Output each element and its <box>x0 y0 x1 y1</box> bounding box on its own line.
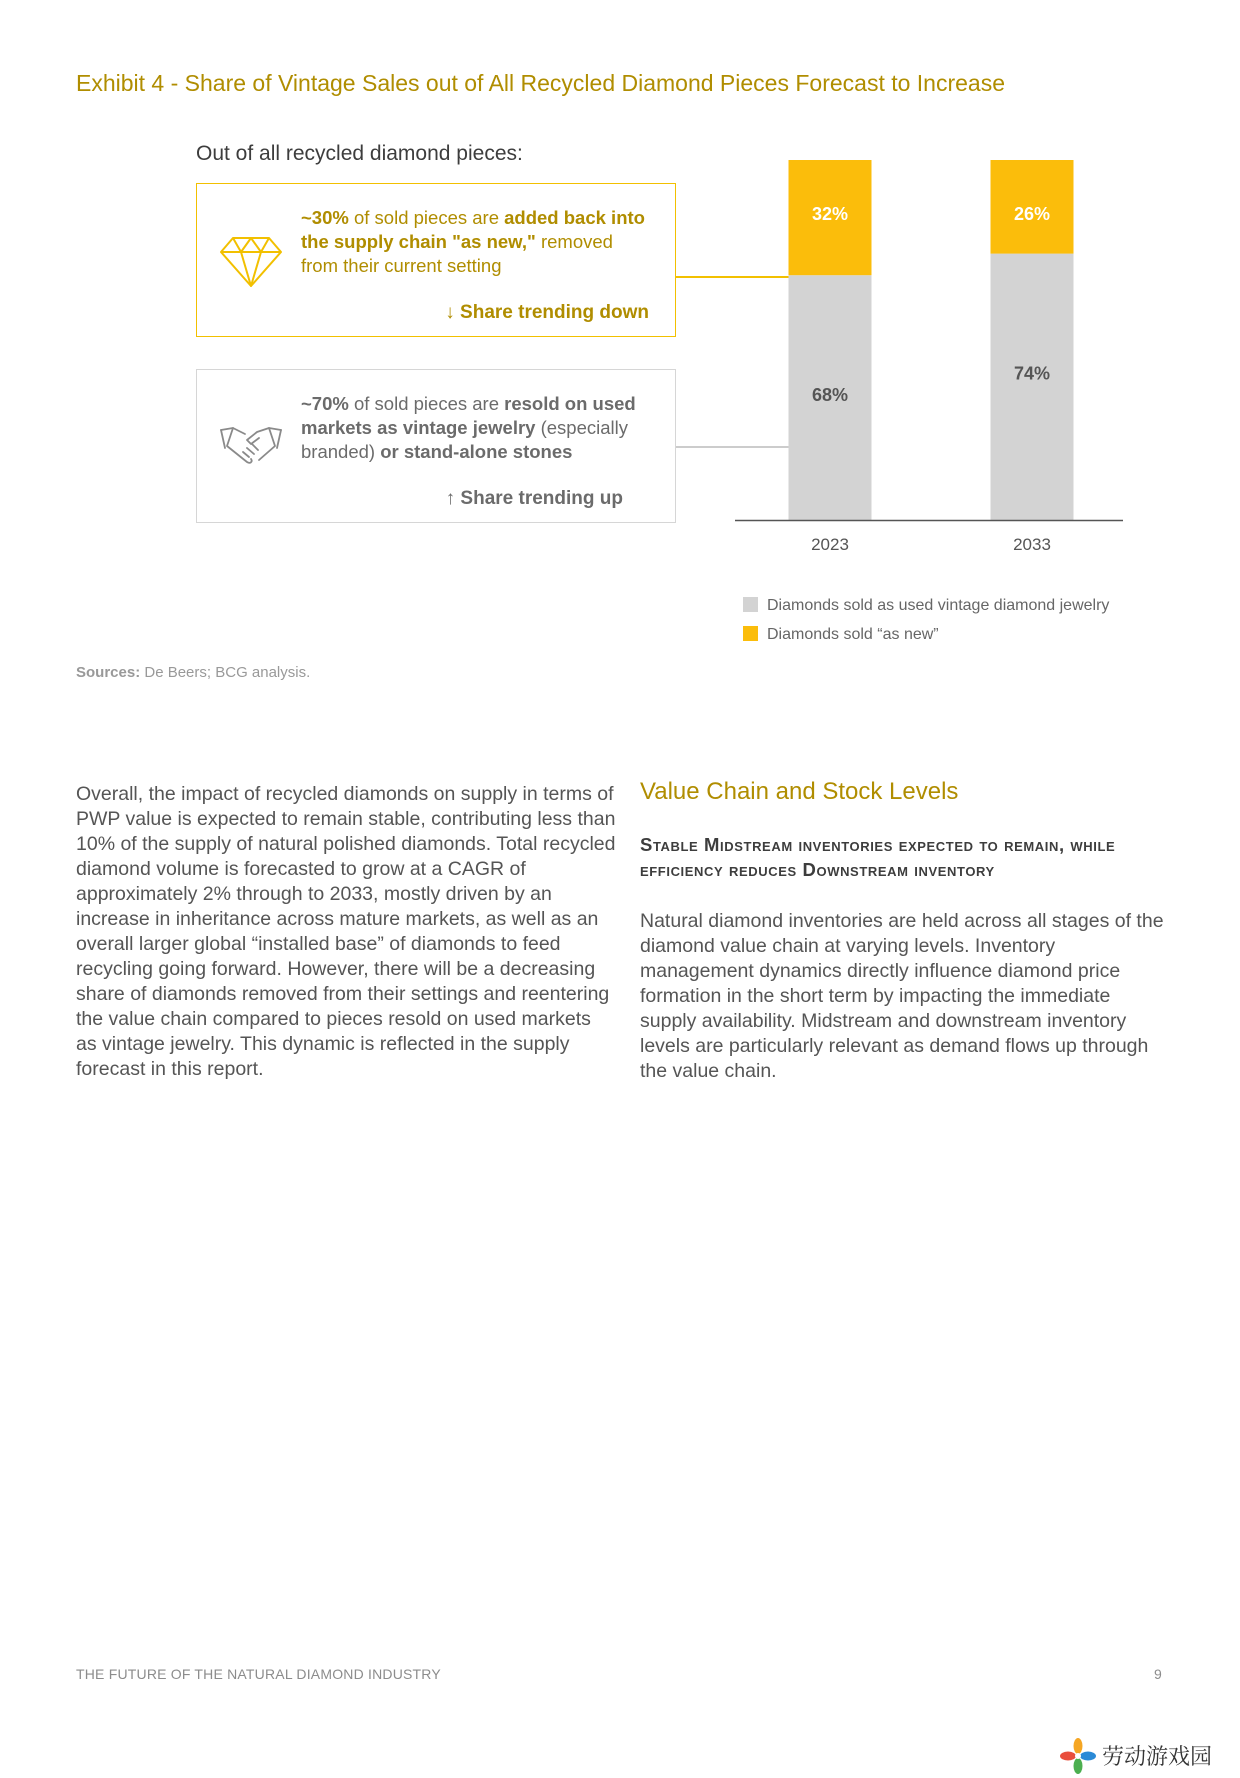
trend-down-label: ↓ Share trending down <box>445 302 649 323</box>
callout-vintage <box>196 369 676 523</box>
bar-label-2033-series-1: 26% <box>1013 204 1051 224</box>
exhibit-title: Exhibit 4 - Share of Vintage Sales out of All Recycled Diamond Pieces Forecast to Increase <box>76 70 1006 96</box>
body-paragraph-inventories: Natural diamond inventories are held across all stages of the diamond value chain at varying levels. Inventory management dynamics directly influence diamond price formation in the short term by impacting the immediate supply availability. Midstream and downstream inventory levels are particularly relevant as demand flows up through the value chain. <box>640 910 1164 1082</box>
legend-label-vintage: Diamonds sold as used vintage diamond jewelry <box>767 597 1110 614</box>
bar-2033-series-0 <box>991 254 1074 520</box>
section-subhead: Stable Midstream inventories expected to remain, while efficiency reduces Downstream inventory <box>640 834 1116 880</box>
stacked-bar-chart <box>730 150 1130 570</box>
trend-up-label: ↑ Share trending up <box>445 488 623 509</box>
section-title: Value Chain and Stock Levels <box>640 778 959 805</box>
callout-as-new-text: ~30% of sold pieces are added back into the supply chain "as new," removed from their current setting <box>301 207 645 276</box>
x-tick-label-2033: 2033 <box>1013 535 1051 554</box>
pinwheel-logo-icon <box>1058 1736 1098 1776</box>
legend-item-vintage <box>743 597 1109 615</box>
chart-intro: Out of all recycled diamond pieces: <box>196 142 523 165</box>
watermark-text: 劳动游戏园 <box>1102 1745 1213 1770</box>
callout-as-new <box>196 183 676 337</box>
legend-swatch-as-new <box>743 626 758 641</box>
sources-note: Sources: De Beers; BCG analysis. <box>76 664 311 681</box>
handshake-icon <box>219 416 283 472</box>
diamond-icon <box>219 234 283 290</box>
watermark-logo <box>1058 1732 1228 1778</box>
bar-label-2023-series-0: 68% <box>811 385 849 406</box>
legend-label-as-new: Diamonds sold “as new” <box>767 626 939 643</box>
x-tick-label-2023: 2023 <box>811 535 849 554</box>
page-number: 9 <box>1154 1666 1162 1682</box>
footer-report-title: THE FUTURE OF THE NATURAL DIAMOND INDUSTRY <box>76 1666 441 1682</box>
bar-label-2033-series-0: 74% <box>1013 363 1051 384</box>
bar-label-2023-series-1: 32% <box>811 204 849 224</box>
body-paragraph-recycled: Overall, the impact of recycled diamonds on supply in terms of PWP value is expected to remain stable, contributing less than 10% of the supply of natural polished diamonds. Total recycled diamond volume is forecasted to grow at a CAGR of approximately 2% through to 2033, mostly driven by an increase in inheritance across mature markets, as well as an overall larger global “installed base” of diamonds to feed recycling going forward. However, there will be a decreasing share of diamonds removed from their settings and reentering the value chain compared to pieces resold on used markets as vintage jewelry. This dynamic is reflected in the supply forecast in this report. <box>76 783 616 1080</box>
callout-vintage-text: ~70% of sold pieces are resold on used markets as vintage jewelry (especially branded) or stand-alone stones <box>301 393 636 462</box>
legend-swatch-vintage <box>743 597 758 612</box>
legend-item-as-new <box>743 626 939 644</box>
